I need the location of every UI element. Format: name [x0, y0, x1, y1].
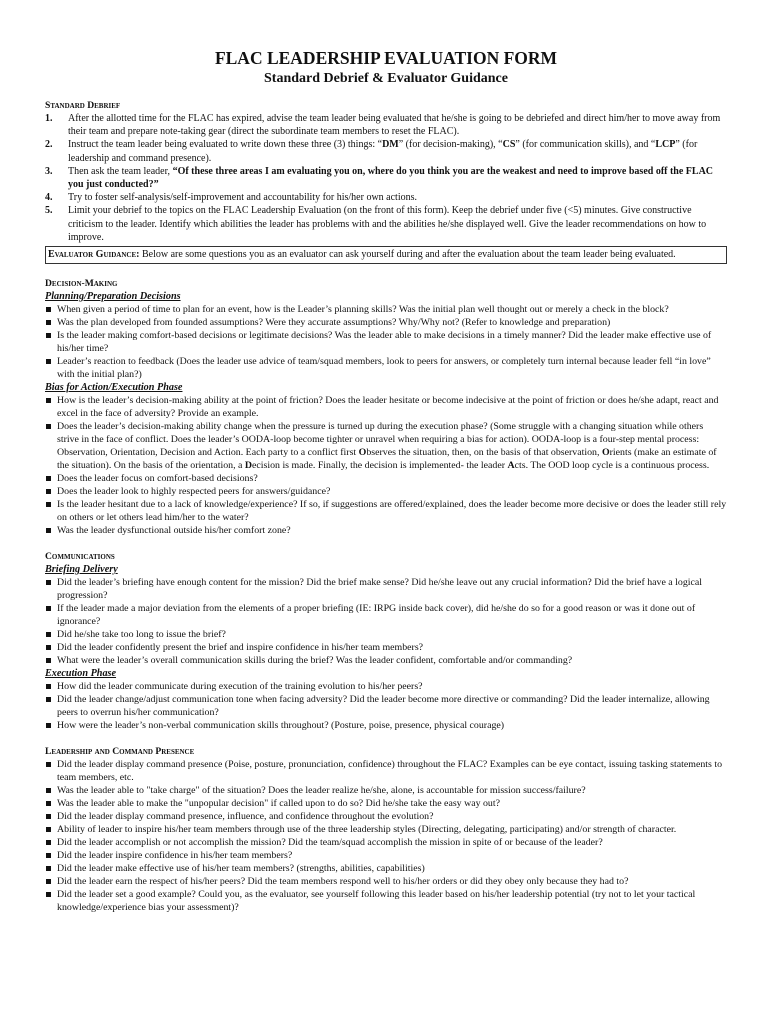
evaluation-form-page [45, 48, 727, 914]
step-text: ” (for leadership and command presence). [68, 139, 698, 164]
list-item: When given a period of time to plan for an event, how is the Leader’s planning skills? Was the initial plan well thought out or merely a check in the block? [45, 303, 727, 316]
list-item: Did the leader earn the respect of his/her peers? Did the team members respond well to his/her orders or did they obey only because they had to? [45, 875, 727, 888]
list-item: Did the leader change/adjust communication tone when facing adversity? Did the leader become more directive or commanding? Did the leader internalize, allowing peers to overrun his/her communication? [45, 693, 727, 719]
debrief-step-4 [45, 191, 727, 204]
ooda-text: ecision is made. Finally, the decision is implemented- the leader [252, 460, 508, 472]
evaluator-guidance-label: Evaluator Guidance: [48, 249, 140, 261]
step-number: 1. [45, 113, 53, 124]
planning-heading: Planning/Preparation Decisions [45, 291, 181, 303]
briefing-list [45, 576, 727, 667]
cs-label: CS [502, 139, 516, 151]
leadership-list [45, 758, 727, 914]
ooda-text: cts. The OOD loop cycle is a continuous process. [514, 460, 710, 472]
list-item: Is the leader making comfort-based decisions or legitimate decisions? Was the leader able to make decisions in a timely manner? Did the leader make effective use of his/her time? [45, 329, 727, 355]
list-item: How did the leader communicate during execution of the training evolution to his/her peers? [45, 680, 727, 693]
list-item: How were the leader’s non-verbal communication skills throughout? (Posture, poise, presence, physical courage) [45, 719, 727, 732]
list-item: Was the plan developed from founded assumptions? Were they accurate assumptions? Why/Why not? (Refer to knowledge and preparation) [45, 316, 727, 329]
list-item: Was the leader able to "take charge" of the situation? Does the leader realize he/she, alone, is accountable for mission success/failure? [45, 784, 727, 797]
list-item: Did the leader make effective use of his/her team members? (strengths, abilities, capabilities) [45, 862, 727, 875]
list-item: Did the leader’s briefing have enough content for the mission? Did the brief make sense? Did he/she leave out any crucial information? Did the brief have a logical progression? [45, 576, 727, 602]
list-item: Did the leader set a good example? Could you, as the evaluator, see yourself following this leader based on his/her leadership potential (try not to let your tactical knowledge/experience bias your assessment)? [45, 888, 727, 914]
step-number: 4. [45, 192, 53, 204]
list-item: If the leader made a major deviation from the elements of a proper briefing (IE: IRPG inside back cover), did he/she do so for a good reason or was it done out of ignorance? [45, 602, 727, 628]
list-item: Did the leader accomplish or not accomplish the mission? Did the team/squad accomplish the mission in spite of or because of the leader? [45, 836, 727, 849]
dm-label: DM [382, 139, 399, 151]
decision-making-heading: Decision-Making [45, 278, 118, 290]
step-text: Then ask the team leader, [68, 165, 173, 177]
list-item: Did the leader confidently present the brief and inspire confidence in his/her team members? [45, 641, 727, 654]
debrief-step-2 [45, 138, 727, 164]
debrief-step-1 [45, 112, 727, 138]
ooda-text: bserves the situation, then, on the basis of that observation, [366, 447, 602, 459]
list-item: Is the leader hesitant due to a lack of knowledge/experience? If so, if suggestions are offered/explained, does the leader become more decisive or does the leader still rely on others or let others lead him/her to the water? [45, 498, 727, 524]
step-text: Limit your debrief to the topics on the FLAC Leadership Evaluation (on the front of this form). Keep the debrief under five (<5) minutes. Give constructive criticism to the leader. Identify which abilities the leader has problems with and the abilities he/she displayed well. Give the leader recommendations on how to improve. [68, 205, 707, 243]
debrief-step-3 [45, 165, 727, 191]
list-item: Does the leader focus on comfort-based decisions? [45, 472, 727, 485]
ooda-letter: O [601, 447, 610, 459]
list-item: Did the leader display command presence (Poise, posture, pronunciation, confidence) throughout the FLAC? Examples can be eye contact, issuing tasking statements to team members, etc. [45, 758, 727, 784]
step-number: 2. [45, 139, 53, 151]
communications-heading: Communications [45, 551, 115, 563]
step-text: Try to foster self-analysis/self-improvement and accountability for his/her own actions. [68, 192, 417, 204]
list-item: Did he/she take too long to issue the brief? [45, 628, 727, 641]
ooda-letter: A [507, 460, 515, 472]
list-item: Did the leader display command presence, influence, and confidence throughout the evolution? [45, 810, 727, 823]
step-number: 5. [45, 205, 53, 217]
step-number: 3. [45, 165, 53, 177]
execution-list [45, 680, 727, 732]
list-item: Does the leader look to highly respected peers for answers/guidance? [45, 485, 727, 498]
ooda-letter: O [358, 447, 367, 459]
ooda-list-item [45, 420, 727, 472]
bias-heading: Bias for Action/Execution Phase [45, 382, 183, 394]
execution-heading: Execution Phase [45, 668, 117, 680]
planning-list [45, 303, 727, 381]
evaluator-guidance-box [45, 246, 727, 264]
leadership-heading: Leadership and Command Presence [45, 746, 195, 758]
debrief-step-5 [45, 204, 727, 244]
standard-debrief-heading: Standard Debrief [45, 100, 121, 111]
bias-list [45, 394, 727, 537]
step-text: ” (for communication skills), and “ [515, 139, 656, 151]
briefing-heading: Briefing Delivery [45, 564, 118, 576]
standard-debrief-list [45, 112, 727, 244]
lcp-label: LCP [655, 139, 676, 151]
ooda-text: rients (make an estimate of the situation). On the basis of the orientation, a [57, 447, 717, 472]
list-item: What were the leader’s overall communication skills during the brief? Was the leader confident, comfortable and/or commanding? [45, 654, 727, 667]
list-item: How is the leader’s decision-making ability at the point of friction? Does the leader hesitate or become indecisive at the point of friction or does he/she adapt, react and excel in the face of adversity? Provide an example. [45, 394, 727, 420]
key-question: “Of these three areas I am evaluating you on, where do you think you are the weakest and need to improve based off the FLAC you just conducted?” [68, 165, 714, 191]
ooda-text: Does the leader’s decision-making ability change when the pressure is turned up during the execution phase? (Some struggle with a changing situation while others strive in the face of conflict. Does the leader’s OODA-loop become tighter or unravel when requiring a bias for action). OODA-loop is a four-step mental process: Observation, Orientation, Decision and Action. Each party to a conflict first [57, 421, 704, 459]
step-text: After the allotted time for the FLAC has expired, advise the team leader being evaluated that he/she is going to be debriefed and direct him/her to move away from their team and prepare note-taking gear (direct the subordinate team members to reset the FLAC). [68, 113, 721, 138]
list-item: Ability of leader to inspire his/her team members through use of the three leadership styles (Directing, delegating, participating) and/or strength of character. [45, 823, 727, 836]
list-item: Was the leader dysfunctional outside his/her comfort zone? [45, 524, 727, 537]
step-text: Instruct the team leader being evaluated to write down these three (3) things: “ [68, 139, 383, 151]
form-subtitle: Standard Debrief & Evaluator Guidance [264, 71, 508, 86]
list-item: Did the leader inspire confidence in his/her team members? [45, 849, 727, 862]
form-title: FLAC LEADERSHIP EVALUATION FORM [214, 48, 558, 68]
step-text: ” (for decision-making), “ [398, 139, 503, 151]
ooda-letter: D [244, 460, 252, 472]
list-item: Leader’s reaction to feedback (Does the leader use advice of team/squad members, look to peers for answers, or completely turn internal because leader fell “in love” with the initial plan?) [45, 355, 727, 381]
evaluator-guidance-text: Below are some questions you as an evaluator can ask yourself during and after the evaluation about the team leader being evaluated. [139, 249, 676, 261]
list-item: Was the leader able to make the "unpopular decision" if called upon to do so? Did he/she take the easy way out? [45, 797, 727, 810]
